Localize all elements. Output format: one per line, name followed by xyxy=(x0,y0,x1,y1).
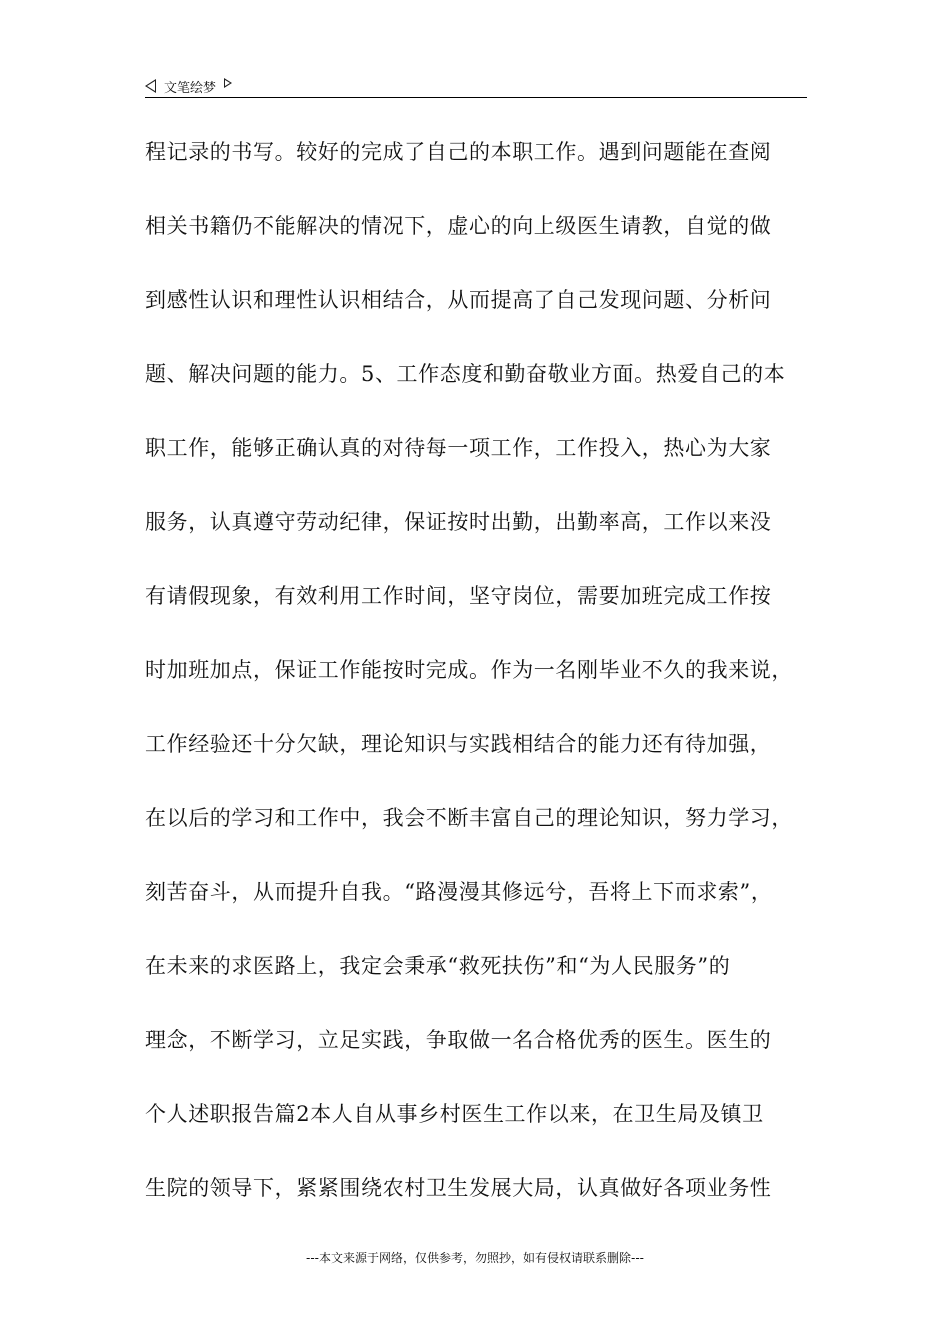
text-line: 刻苦奋斗，从而提升自我。“路漫漫其修远兮，吾将上下而求索”， xyxy=(145,880,773,904)
text-line: 在未来的求医路上，我定会秉承“救死扶伤”和“为人民服务”的 xyxy=(145,954,731,978)
page-footer: ---本文来源于网络，仅供参考，勿照抄，如有侵权请联系删除--- xyxy=(306,1251,644,1265)
text-line: 程记录的书写。较好的完成了自己的本职工作。遇到问题能在查阅 xyxy=(145,140,772,164)
text-line: 有请假现象，有效利用工作时间，坚守岗位，需要加班完成工作按 xyxy=(145,584,772,608)
text-line: 职工作，能够正确认真的对待每一项工作，工作投入，热心为大家 xyxy=(145,436,772,460)
text-line: 工作经验还十分欠缺，理论知识与实践相结合的能力还有待加强， xyxy=(145,732,772,756)
document-body xyxy=(145,132,815,1242)
text-line: 相关书籍仍不能解决的情况下，虚心的向上级医生请教，自觉的做 xyxy=(145,214,772,238)
triangle-right-icon xyxy=(224,78,232,88)
text-line: 个人述职报告篇2本人自从事乡村医生工作以来，在卫生局及镇卫 xyxy=(145,1102,764,1126)
text-line: 题、解决问题的能力。5、工作态度和勤奋敬业方面。热爱自己的本 xyxy=(145,362,786,386)
text-line: 时加班加点，保证工作能按时完成。作为一名刚毕业不久的我来说， xyxy=(145,658,793,682)
text-line: 生院的领导下，紧紧围绕农村卫生发展大局，认真做好各项业务性 xyxy=(145,1176,772,1200)
text-line: 在以后的学习和工作中，我会不断丰富自己的理论知识，努力学习， xyxy=(145,806,793,830)
text-line: 理念，不断学习，立足实践，争取做一名合格优秀的医生。医生的 xyxy=(145,1028,772,1052)
header-divider xyxy=(145,97,807,98)
text-line: 服务，认真遵守劳动纪律，保证按时出勤，出勤率高，工作以来没 xyxy=(145,510,772,534)
header-title: 文笔绘梦 xyxy=(164,80,217,96)
triangle-left-icon xyxy=(145,79,156,93)
page-header xyxy=(145,74,807,98)
text-line: 到感性认识和理性认识相结合，从而提高了自己发现问题、分析问 xyxy=(145,288,772,312)
